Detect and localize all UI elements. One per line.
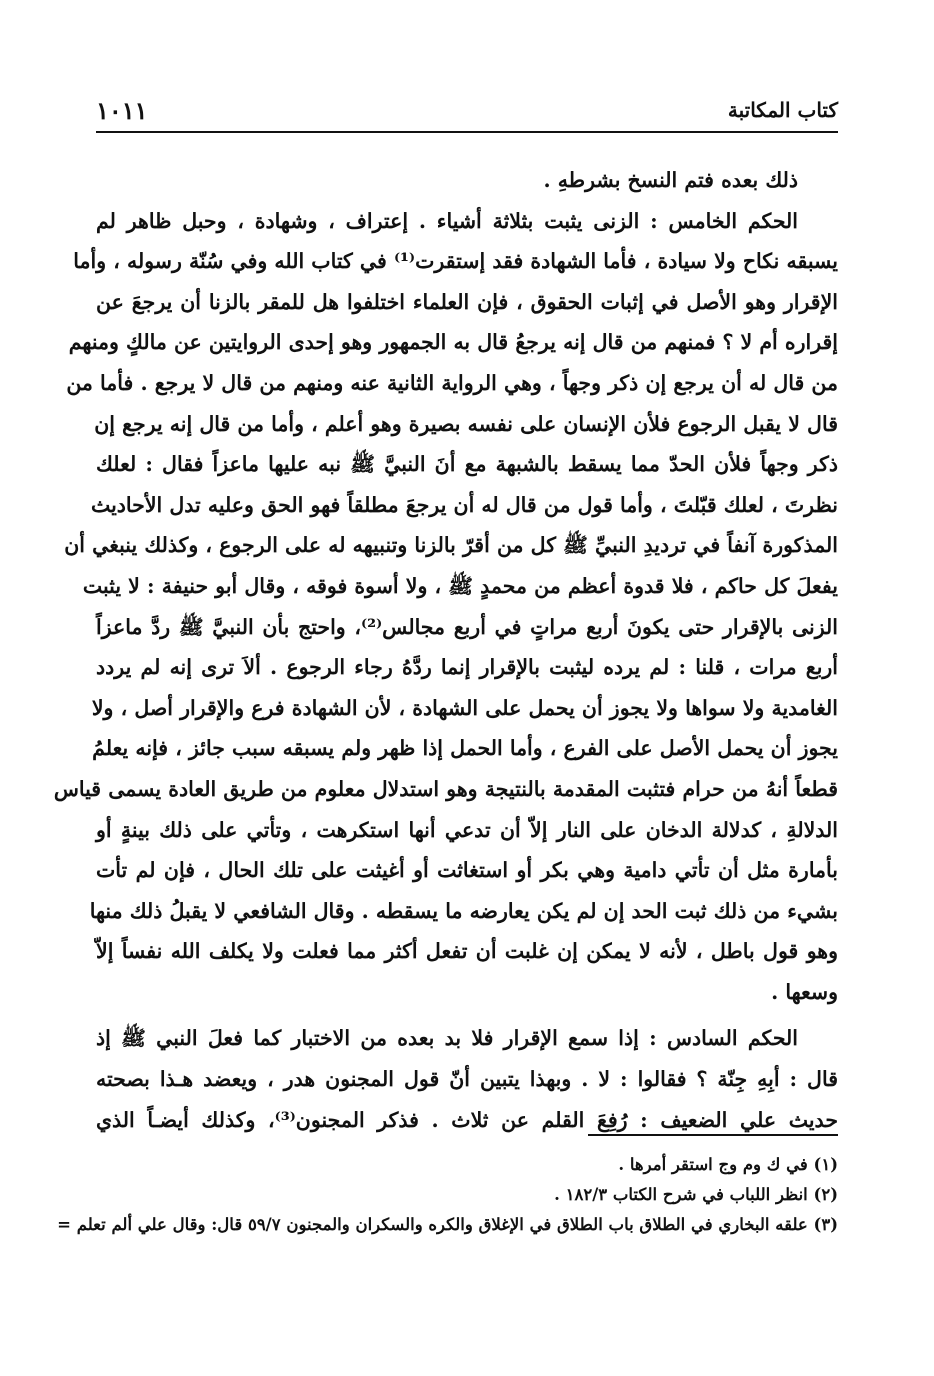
text-line: نظرتَ ، لعلك قبّلتَ ، وأما قول من قال له أن يرجعَ مطلقاً فهو الحق وعليه تدل الأحاديث xyxy=(90,492,838,517)
text-line: المذكورة آنفاً في ترديدِ النبيِّ ﷺ كل من أقرّ بالزنا وتنبيهه له على الرجوع ، وكذلك ينبغي أن xyxy=(64,533,838,558)
text-line: وسعها . xyxy=(771,979,838,1004)
footnotes xyxy=(57,1150,838,1240)
text-line: يفعلَ كل حاكم ، فلا قدوة أعظم من محمدٍ ﷺ ، ولا أسوة فوقه ، وقال أبو حنيفة : لا يثبت xyxy=(82,573,838,598)
text-line: الإقرار وهو الأصل في إثبات الحقوق ، فإن العلماء اختلفوا هل للمقر بالزنا أن يرجعَ عن xyxy=(96,289,838,314)
footnote: (٣) علقه البخاري في الطلاق باب الطلاق في الإغلاق والكره والسكران والمجنون ٥٩/٧ قال: وقال علي ألم تعلم = xyxy=(57,1215,838,1234)
text-line: الحكم السادس : إذا سمع الإقرار فلا بد بعده من الاختبار كما فعلَ النبي ﷺ إذ xyxy=(96,1026,798,1051)
text-line: ذلك بعده فتم النسخ بشرطهِ . xyxy=(543,168,798,192)
text-line: الحكم الخامس : الزنى يثبت بثلاثة أشياء . إعتراف ، وشهادة ، وحبل ظاهر لم xyxy=(96,208,798,233)
text-line: من قال له أن يرجع إن ذكر وجهاً ، وهي الرواية الثانية عنه ومنهم من قال لا يرجع . فأما من xyxy=(66,370,838,395)
header-rule xyxy=(96,131,838,133)
text-line: إقراره أم لا ؟ فمنهم من قال إنه يرجعُ قال به الجمهور وهو إحدى الروايتين عن مالكٍ ومنهم xyxy=(68,330,838,355)
text-line: الدلالةِ ، كدلالة الدخان على النار إلاّ أن تدعي أنها استكرهت ، وتأتي على ذلك بينةٍ أو xyxy=(96,817,838,842)
text-line: حديث علي الضعيف : رُفِعَ القلم عن ثلاث . فذكر المجنون⁽³⁾، وكذلك أيضـاً الذي xyxy=(96,1107,838,1132)
text-line: يسبقه نكاح ولا سيادة ، فأما الشهادة فقد إستقرت⁽¹⁾ في كتاب الله وفي سُنّة رسوله ، وأما xyxy=(73,249,838,274)
text-line: الغامدية ولا سواها ولا يجوز أن يحمل على الشهادة ، لأن الشهادة فرع والإقرار أصل ، ولا xyxy=(91,695,838,720)
page-number: ١٠١١ xyxy=(96,96,148,125)
running-header xyxy=(96,98,838,128)
text-line: الزنى بالإقرار حتى يكونَ أربع مراتٍ في أربع مجالس⁽²⁾، واحتج بأن النبيَّ ﷺ ردَّ ماعزاً xyxy=(96,614,838,639)
text-line: قطعاً أنهُ من حرام فتثبت المقدمة بالنتيجة وهو استدلال معلوم من طريق العادة يسمى قياس xyxy=(53,776,838,801)
text-line: وهو قول باطل ، لأنه لا يمكن إن غلبت أن تفعل أكثر مما فعلت ولا يكلف الله نفساً إلاّ xyxy=(96,939,838,964)
text-line: بأمارة مثل أن تأتي دامية وهي بكر أو استغاثت أو أغيثت على تلك الحال ، فإن لم تأت xyxy=(96,858,838,883)
text-line: بشيء من ذلك ثبت الحد إن لم يكن يعارضه ما يسقطه . وقال الشافعي لا يقبلُ ذلك منها xyxy=(89,898,838,923)
footnote-separator xyxy=(588,1134,838,1136)
footnote: (١) في ك وم وج استقر أمرها . xyxy=(618,1155,838,1174)
footnote: (٢) انظر اللباب في شرح الكتاب ١٨٢/٣ . xyxy=(554,1185,838,1204)
chapter-title: كتاب المكاتبة xyxy=(727,98,838,122)
main-text xyxy=(53,160,838,1140)
text-line: قال لا يقبل الرجوع فلأن الإنسان على نفسه بصيرة وهو أعلم ، وأما من قال إنه يرجع إن xyxy=(94,411,838,436)
text-line: أربع مرات ، قلنا : لم يرده ليثبت بالإقرار إنما ردَّهُ رجاء الرجوع . ألاَ ترى إنه لم يردد xyxy=(96,655,838,680)
text-line: ذكر وجهاً فلأن الحدّ مما يسقط بالشبهة مع أنَ النبيَّ ﷺ نبه عليها ماعزاً فقال : لعلك xyxy=(96,452,838,477)
text-line: يجوز أن يحمل الأصل على الفرع ، وأما الحمل إذا ظهر ولم يسبقه سبب جائز ، فإنه يعلمُ xyxy=(92,736,838,761)
text-line: قال : أبِهِ جِنّة ؟ فقالوا : لا . وبهذا يتبين أنّ قول المجنون هدر ، ويعضد هـذا بصحته xyxy=(96,1067,838,1092)
